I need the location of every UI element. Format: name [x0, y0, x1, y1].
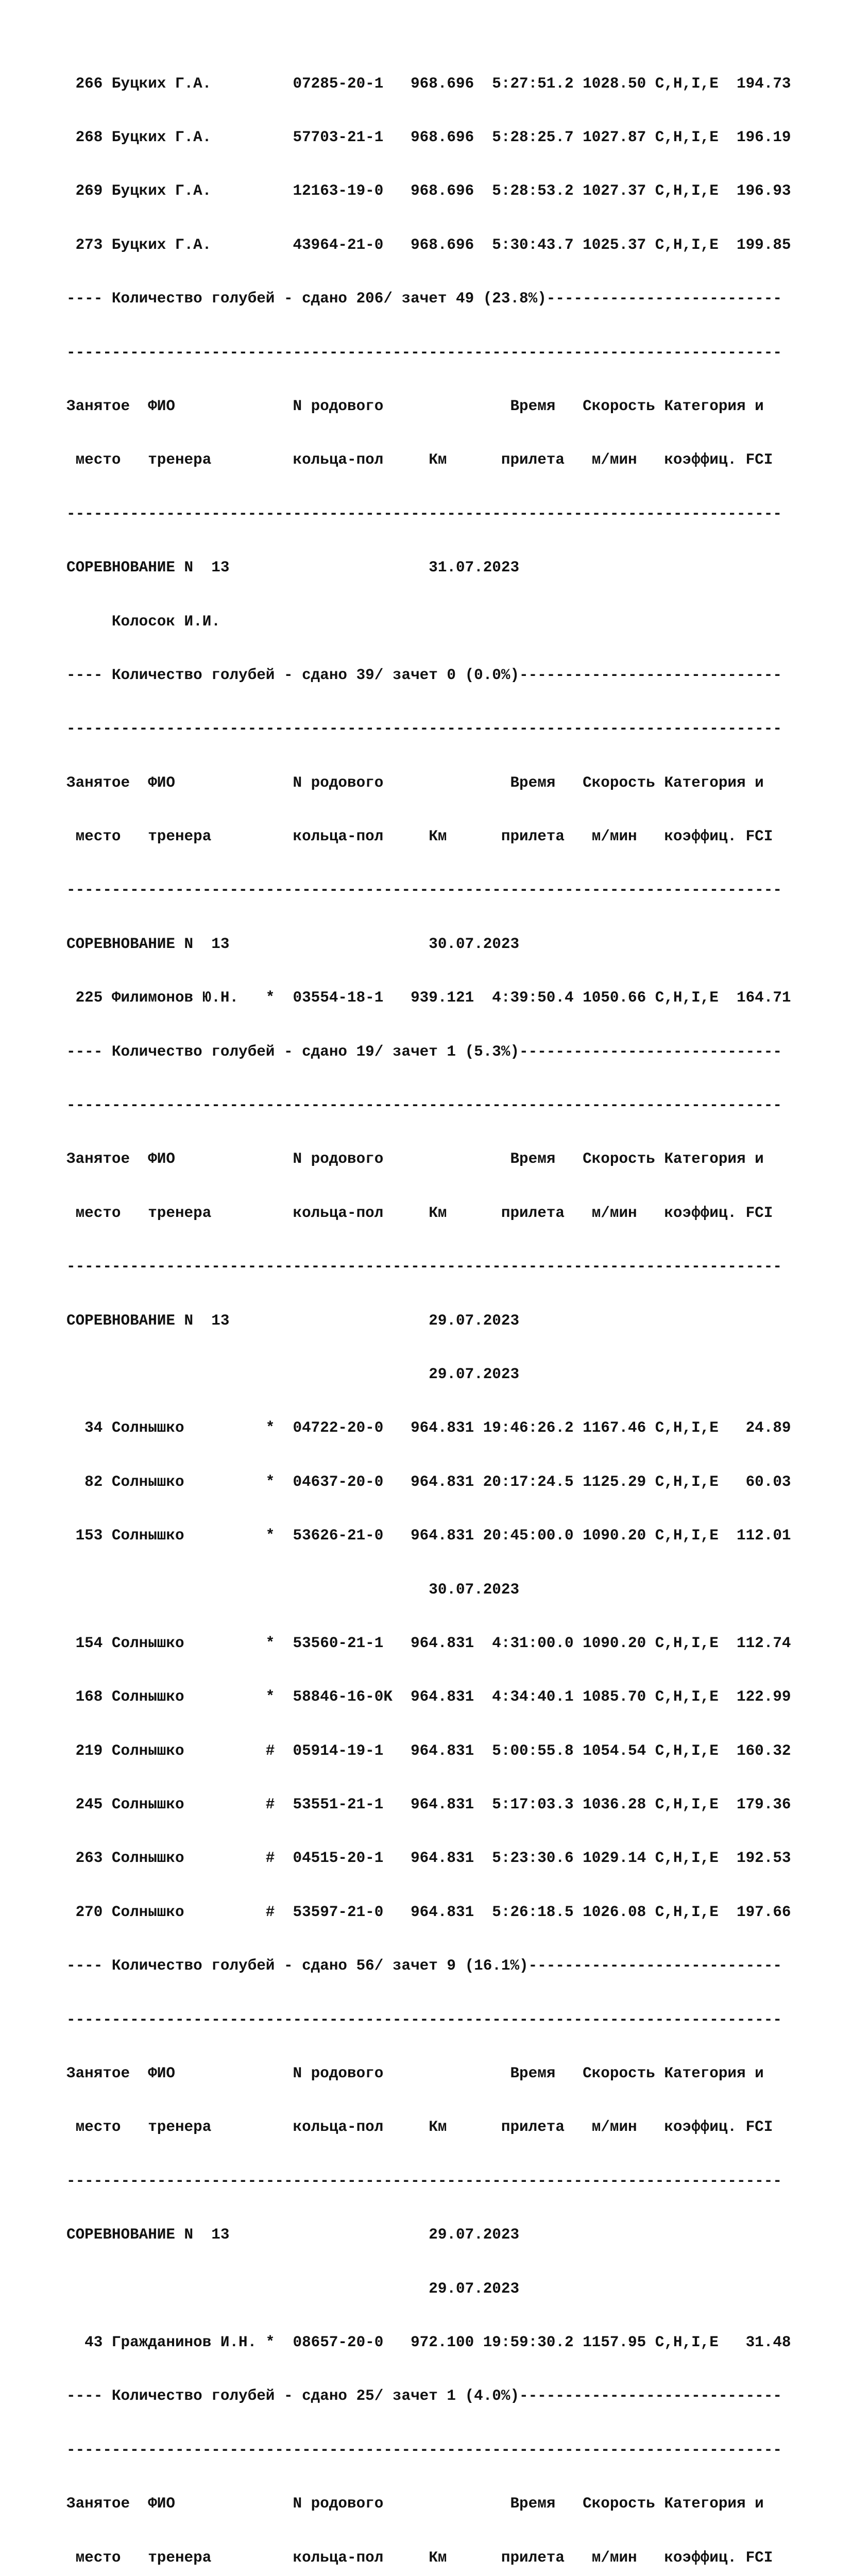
separator-line: ------------------------------------------------------------------------------- — [66, 2441, 782, 2459]
result-row: 43 Гражданинов И.Н. * 08657-20-0 972.100 19:59:30.2 1157.95 C,H,I,E 31.48 — [66, 2334, 791, 2351]
result-row: 225 Филимонов Ю.Н. * 03554-18-1 939.121 4:39:50.4 1050.66 C,H,I,E 164.71 — [66, 989, 791, 1007]
competition-header: СОРЕВНОВАНИЕ N 13 29.07.2023 — [66, 2226, 520, 2244]
summary-line: ---- Количество голубей - сдано 56/ зачет 9 (16.1%)---------------------------- — [66, 1957, 782, 1975]
column-header: место тренера кольца-пол Км прилета м/мин коэффиц. FCI — [66, 2549, 773, 2566]
column-header: Занятое ФИО N родового Время Скорость Категория и — [66, 1150, 764, 1168]
result-row: 269 Буцких Г.А. 12163-19-0 968.696 5:28:53.2 1027.37 C,H,I,E 196.93 — [66, 182, 791, 200]
date-line: 29.07.2023 — [66, 2280, 520, 2297]
result-row: 34 Солнышко * 04722-20-0 964.831 19:46:26.2 1167.46 C,H,I,E 24.89 — [66, 1419, 791, 1437]
result-row: 263 Солнышко # 04515-20-1 964.831 5:23:30.6 1029.14 C,H,I,E 192.53 — [66, 1850, 791, 1867]
competition-header: СОРЕВНОВАНИЕ N 13 31.07.2023 — [66, 559, 520, 577]
result-row: 154 Солнышко * 53560-21-1 964.831 4:31:00.0 1090.20 C,H,I,E 112.74 — [66, 1634, 791, 1652]
separator-line: ------------------------------------------------------------------------------- — [66, 2011, 782, 2028]
date-line: 30.07.2023 — [66, 1581, 520, 1598]
results-printout — [66, 39, 791, 2576]
separator-line: ------------------------------------------------------------------------------- — [66, 505, 782, 522]
separator-line: ------------------------------------------------------------------------------- — [66, 882, 782, 899]
result-row: 82 Солнышко * 04637-20-0 964.831 20:17:24.5 1125.29 C,H,I,E 60.03 — [66, 1473, 791, 1490]
separator-line: ------------------------------------------------------------------------------- — [66, 1097, 782, 1114]
competition-header: СОРЕВНОВАНИЕ N 13 30.07.2023 — [66, 935, 520, 953]
result-row: 153 Солнышко * 53626-21-0 964.831 20:45:00.0 1090.20 C,H,I,E 112.01 — [66, 1527, 791, 1545]
column-header: Занятое ФИО N родового Время Скорость Категория и — [66, 2065, 764, 2082]
column-header: Занятое ФИО N родового Время Скорость Категория и — [66, 397, 764, 415]
competition-header: СОРЕВНОВАНИЕ N 13 29.07.2023 — [66, 1312, 520, 1329]
summary-line: ---- Количество голубей - сдано 39/ зачет 0 (0.0%)----------------------------- — [66, 666, 782, 684]
column-header: место тренера кольца-пол Км прилета м/мин коэффиц. FCI — [66, 451, 773, 469]
summary-line: ---- Количество голубей - сдано 19/ зачет 1 (5.3%)----------------------------- — [66, 1043, 782, 1060]
column-header: Занятое ФИО N родового Время Скорость Категория и — [66, 2495, 764, 2513]
result-row: 270 Солнышко # 53597-21-0 964.831 5:26:18.5 1026.08 C,H,I,E 197.66 — [66, 1903, 791, 1921]
result-row: 268 Буцких Г.А. 57703-21-1 968.696 5:28:25.7 1027.87 C,H,I,E 196.19 — [66, 128, 791, 146]
result-row: 168 Солнышко * 58846-16-0K 964.831 4:34:40.1 1085.70 C,H,I,E 122.99 — [66, 1688, 791, 1706]
separator-line: ------------------------------------------------------------------------------- — [66, 2172, 782, 2190]
separator-line: ------------------------------------------------------------------------------- — [66, 720, 782, 738]
separator-line: ------------------------------------------------------------------------------- — [66, 344, 782, 361]
column-header: место тренера кольца-пол Км прилета м/мин коэффиц. FCI — [66, 1204, 773, 1222]
summary-line: ---- Количество голубей - сдано 206/ зачет 49 (23.8%)-------------------------- — [66, 290, 782, 308]
result-row: 245 Солнышко # 53551-21-1 964.831 5:17:03.3 1036.28 C,H,I,E 179.36 — [66, 1796, 791, 1814]
column-header: Занятое ФИО N родового Время Скорость Категория и — [66, 774, 764, 791]
column-header: место тренера кольца-пол Км прилета м/мин коэффиц. FCI — [66, 2119, 773, 2136]
result-row: 266 Буцких Г.А. 07285-20-1 968.696 5:27:51.2 1028.50 C,H,I,E 194.73 — [66, 75, 791, 92]
result-row: 273 Буцких Г.А. 43964-21-0 968.696 5:30:43.7 1025.37 C,H,I,E 199.85 — [66, 236, 791, 253]
column-header: место тренера кольца-пол Км прилета м/мин коэффиц. FCI — [66, 828, 773, 845]
trainer-name: Колосок И.И. — [66, 613, 220, 630]
summary-line: ---- Количество голубей - сдано 25/ зачет 1 (4.0%)----------------------------- — [66, 2387, 782, 2405]
separator-line: ------------------------------------------------------------------------------- — [66, 1258, 782, 1276]
date-line: 29.07.2023 — [66, 1365, 520, 1383]
result-row: 219 Солнышко # 05914-19-1 964.831 5:00:55.8 1054.54 C,H,I,E 160.32 — [66, 1742, 791, 1759]
